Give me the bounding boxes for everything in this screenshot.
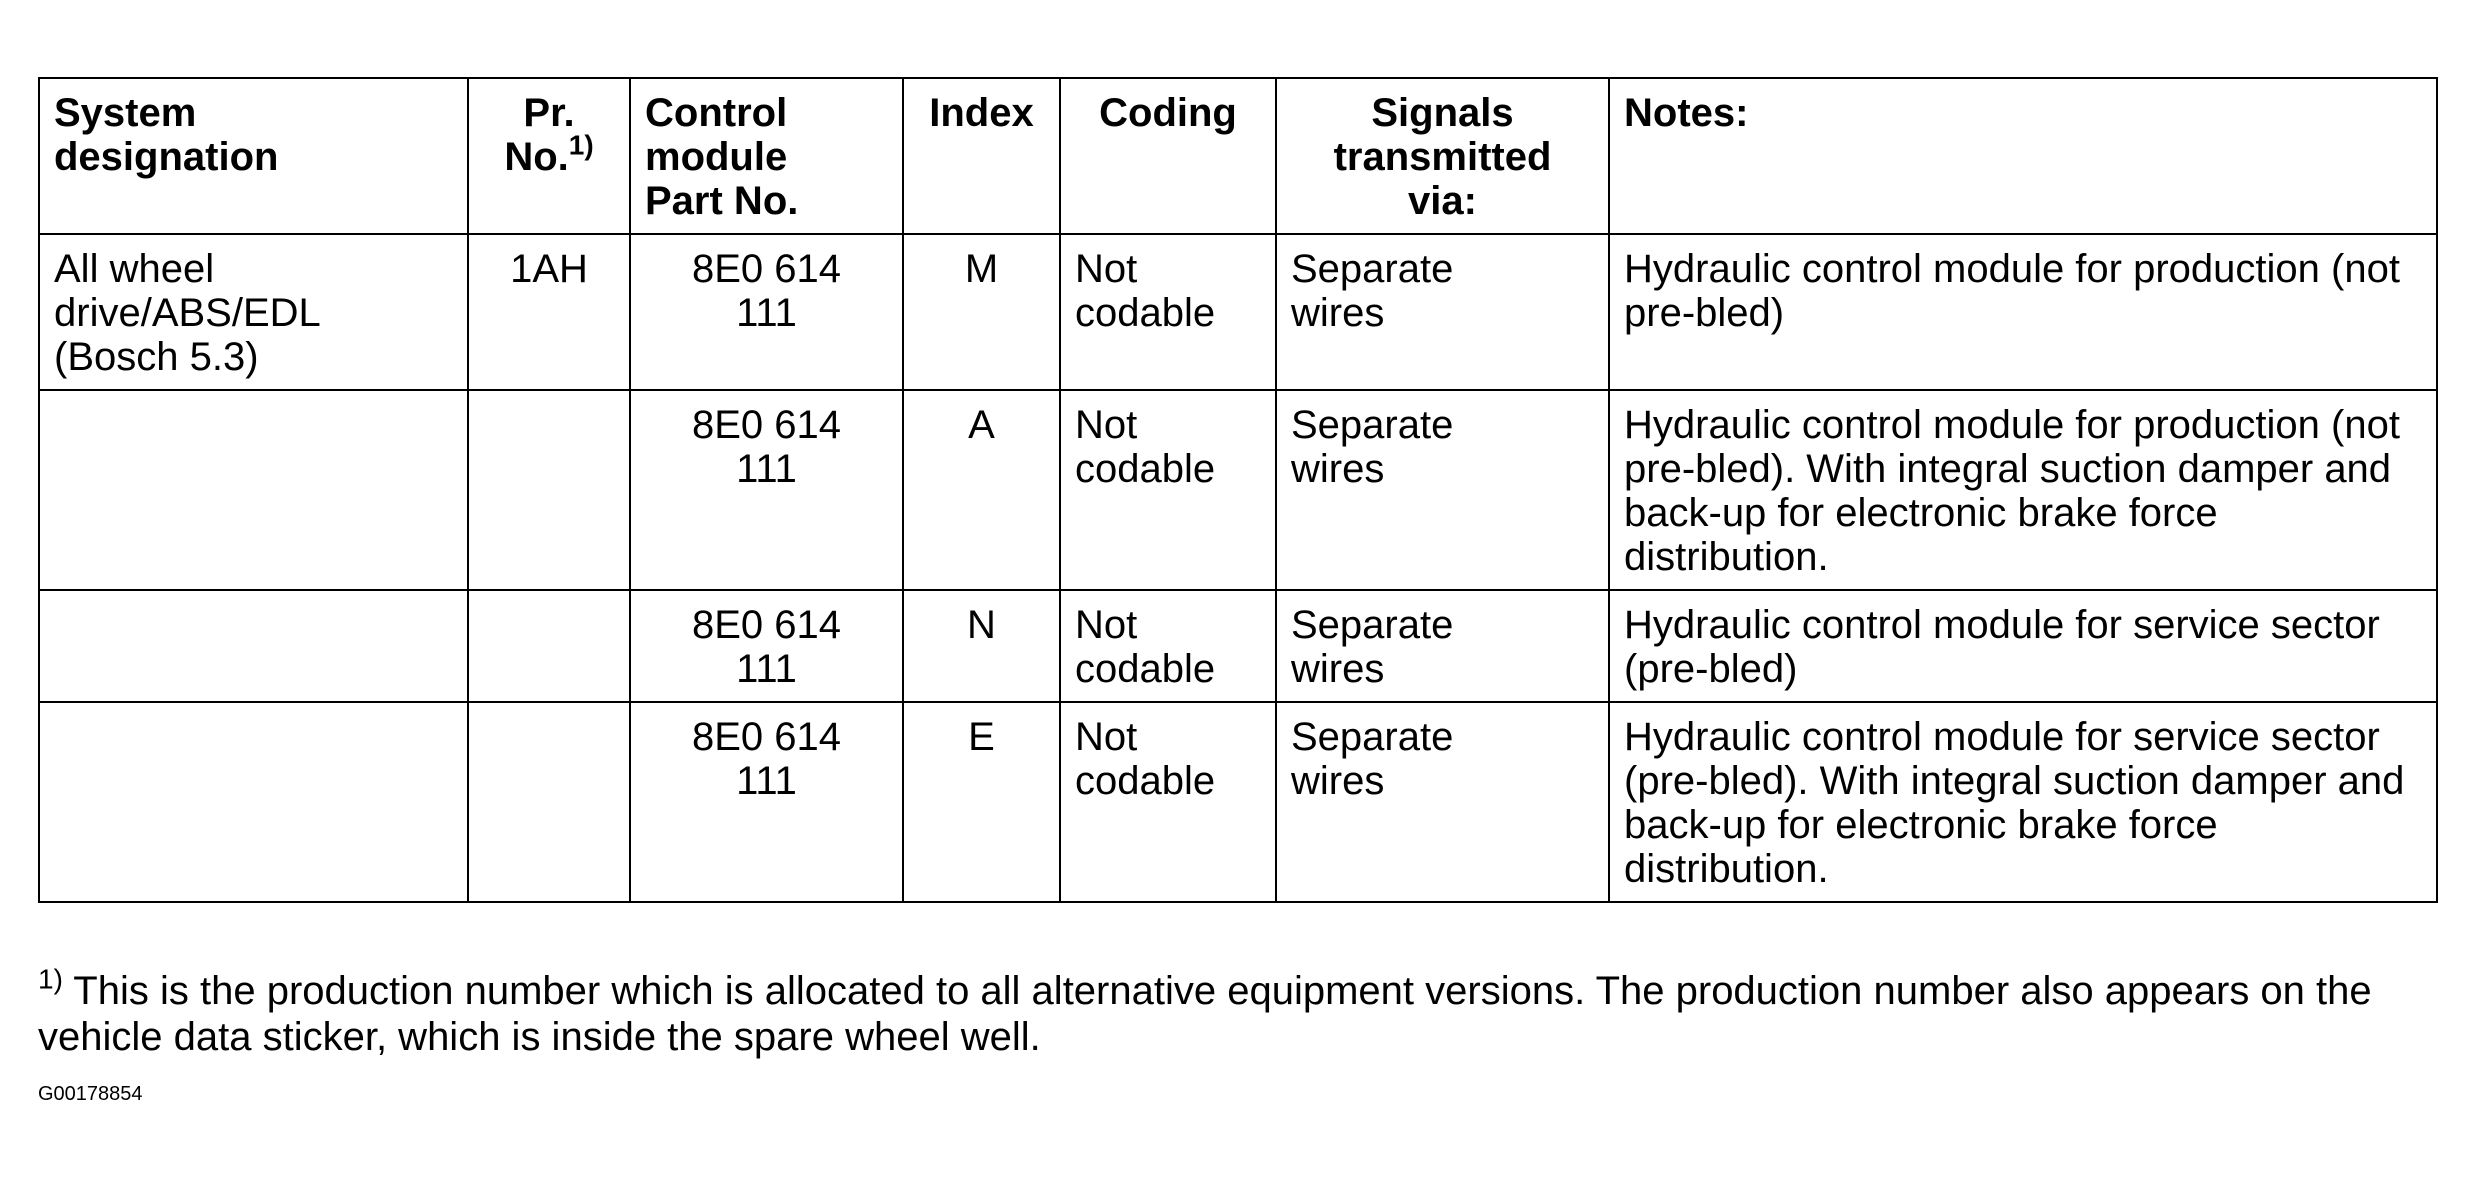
figure-id: G00178854 [38,1083,143,1105]
table-row [39,390,2437,590]
cell-notes: Hydraulic control module for production (not pre-bled). With integral suction damper and back-up for electronic brake force distribution. [1609,390,2437,590]
footnote-marker: 1) [38,963,63,995]
header-pr-no-label: Pr. No. [504,91,575,179]
header-system-designation: System designation [39,78,468,234]
control-module-table [38,77,2438,903]
cell-system-designation [39,390,468,590]
cell-pr-no [468,702,630,902]
cell-coding: Not codable [1060,590,1276,702]
cell-part-no: 8E0 614 111 [630,390,903,590]
header-pr-no [468,78,630,234]
cell-pr-no [468,590,630,702]
cell-system-designation: All wheel drive/ABS/EDL (Bosch 5.3) [39,234,468,390]
cell-system-designation [39,590,468,702]
header-control-module-part-no: Control module Part No. [630,78,903,234]
footnote [38,963,2436,1060]
header-index: Index [903,78,1060,234]
cell-part-no: 8E0 614 111 [630,590,903,702]
footnote-text: This is the production number which is allocated to all alternative equipment versions. The production number also appears on the vehicle data sticker, which is inside the spare wheel well. [38,969,2372,1059]
cell-system-designation [39,702,468,902]
table-header-row [39,78,2437,234]
cell-part-no: 8E0 614 111 [630,702,903,902]
cell-pr-no: 1AH [468,234,630,390]
cell-coding: Not codable [1060,390,1276,590]
header-coding: Coding [1060,78,1276,234]
cell-index: A [903,390,1060,590]
cell-notes: Hydraulic control module for production (not pre-bled) [1609,234,2437,390]
cell-pr-no [468,390,630,590]
cell-signals: Separate wires [1276,390,1609,590]
cell-coding: Not codable [1060,702,1276,902]
table-row [39,234,2437,390]
cell-index: M [903,234,1060,390]
cell-signals: Separate wires [1276,234,1609,390]
table-row [39,702,2437,902]
table-row [39,590,2437,702]
cell-signals: Separate wires [1276,702,1609,902]
cell-notes: Hydraulic control module for service sector (pre-bled) [1609,590,2437,702]
header-signals-transmitted-via: Signals transmitted via: [1276,78,1609,234]
cell-part-no: 8E0 614 111 [630,234,903,390]
cell-notes: Hydraulic control module for service sector (pre-bled). With integral suction damper and back-up for electronic brake force distribution. [1609,702,2437,902]
cell-signals: Separate wires [1276,590,1609,702]
header-pr-no-footnote-marker: 1) [568,129,594,161]
cell-index: E [903,702,1060,902]
cell-index: N [903,590,1060,702]
header-notes: Notes: [1609,78,2437,234]
cell-coding: Not codable [1060,234,1276,390]
